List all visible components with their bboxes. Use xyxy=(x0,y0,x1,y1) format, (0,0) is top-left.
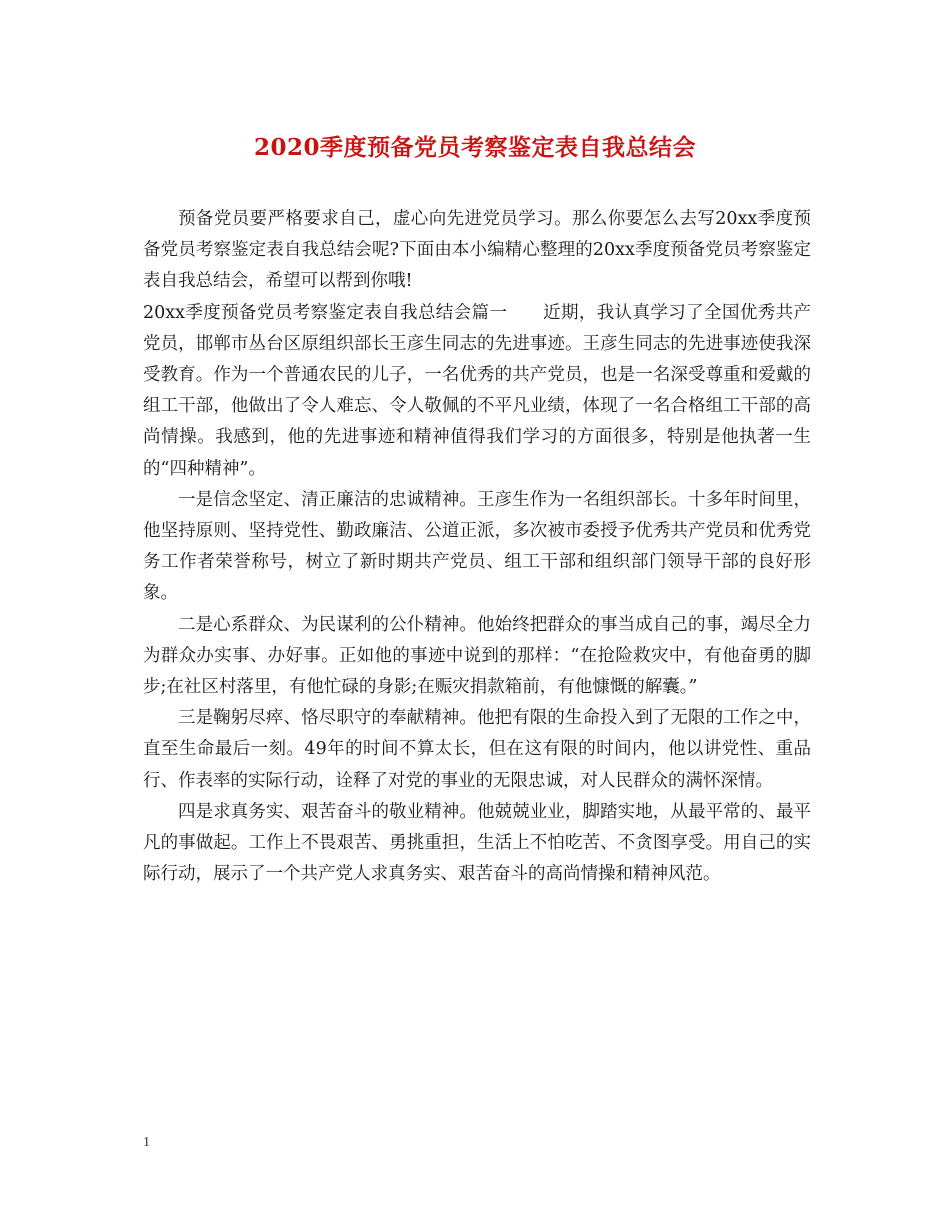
document-title: 2020季度预备党员考察鉴定表自我总结会 xyxy=(253,134,696,161)
paragraph-intro: 预备党员要严格要求自己，虚心向先进党员学习。那么你要怎么去写20xx季度预备党员考察鉴定表自我总结会呢?下面由本小编精心整理的20xx季度预备党员考察鉴定表自我总结会，希望可以帮到你哦! xyxy=(143,209,811,292)
paragraph-spirit-two: 二是心系群众、为民谋利的公仆精神。他始终把群众的事当成自己的事，竭尽全力为群众办实事、办好事。正如他的事迹中说到的那样：“在抢险救灾中，有他奋勇的脚步;在社区村落里，有他忙碌的身影;在赈灾捐款箱前，有他慷慨的解囊。” xyxy=(143,614,811,698)
paragraph-spirit-three: 三是鞠躬尽瘁、恪尽职守的奉献精神。他把有限的生命投入到了无限的工作之中，直至生命最后一刻。49年的时间不算太长，但在这有限的时间内，他以讲党性、重品行、作表率的实际行动，诠释了对党的事业的无限忠诚，对人民群众的满怀深情。 xyxy=(143,708,811,791)
document-body xyxy=(143,204,811,890)
page-number: 1 xyxy=(143,1135,150,1150)
paragraph-section-one: 20xx季度预备党员考察鉴定表自我总结会篇一 近期，我认真学习了全国优秀共产党员，邯郸市丛台区原组织部长王彦生同志的先进事迹。王彦生同志的先进事迹使我深受教育。作为一个普通农民的儿子，一名优秀的共产党员，也是一名深受尊重和爱戴的组工干部，他做出了令人难忘、令人敬佩的不平凡业绩，体现了一名合格组工干部的高尚情操。我感到，他的先进事迹和精神值得我们学习的方面很多，特别是他执著一生的“四种精神”。 xyxy=(143,302,811,479)
paragraph-spirit-one: 一是信念坚定、清正廉洁的忠诚精神。王彦生作为一名组织部长。十多年时间里，他坚持原则、坚持党性、勤政廉洁、公道正派，多次被市委授予优秀共产党员和优秀党务工作者荣誉称号，树立了新时期共产党员、组工干部和组织部门领导干部的良好形象。 xyxy=(143,489,811,604)
paragraph-spirit-four: 四是求真务实、艰苦奋斗的敬业精神。他兢兢业业，脚踏实地，从最平常的、最平凡的事做起。工作上不畏艰苦、勇挑重担，生活上不怕吃苦、不贪图享受。用自己的实际行动，展示了一个共产党人求真务实、艰苦奋斗的高尚情操和精神风范。 xyxy=(143,801,811,885)
